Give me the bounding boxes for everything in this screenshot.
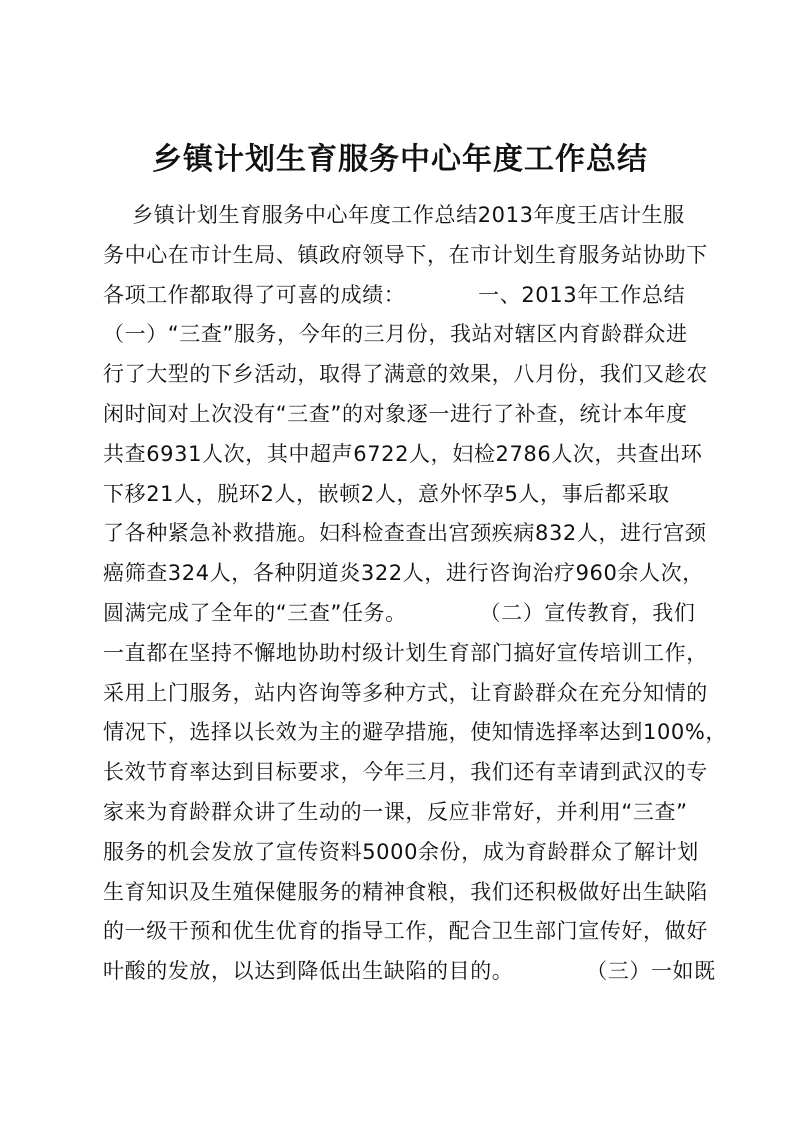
body-line: 了各种紧急补救措施。妇科检查查出宫颈疾病832人，进行宫颈: [103, 521, 707, 546]
body-line: 长效节育率达到目标要求，今年三月，我们还有幸请到武汉的专: [103, 760, 708, 785]
body-line: 各项工作都取得了可喜的成绩： 一、2013年工作总结: [103, 282, 686, 307]
body-line: 圆满完成了全年的“三查”任务。 （二）宣传教育，我们: [103, 600, 696, 625]
body-line: 癌筛查324人，各种阴道炎322人，进行咨询治疗960余人次，: [103, 561, 704, 586]
document-body: [103, 196, 728, 992]
body-line: 叶酸的发放，以达到降低出生缺陷的目的。 （三）一如既: [103, 959, 716, 984]
body-line: 生育知识及生殖保健服务的精神食粮，我们还积极做好出生缺陷: [103, 879, 708, 904]
body-line: 闲时间对上次没有“三查”的对象逐一进行了补查，统计本年度: [103, 401, 688, 426]
body-line: 服务的机会发放了宣传资料5000余份，成为育龄群众了解计划: [103, 839, 699, 864]
body-line: 行了大型的下乡活动，取得了满意的效果，八月份，我们又趁农: [103, 362, 708, 387]
body-line: 情况下，选择以长效为主的避孕措施，使知情选择率达到100%，: [103, 720, 728, 745]
document-title: 乡镇计划生育服务中心年度工作总结: [152, 142, 648, 177]
body-line: 乡镇计划生育服务中心年度工作总结2013年度王店计生服: [103, 203, 685, 227]
body-line: 务中心在市计生局、镇政府领导下，在市计划生育服务站协助下: [103, 242, 708, 267]
body-line: 共查6931人次，其中超声6722人，妇检2786人次，共查出环: [103, 441, 703, 466]
body-line: （一）“三查”服务，今年的三月份，我站对辖区内育龄群众进: [103, 322, 688, 347]
body-line: 的一级干预和优生优育的指导工作，配合卫生部门宣传好，做好: [103, 919, 708, 944]
body-line: 采用上门服务，站内咨询等多种方式，让育龄群众在充分知情的: [103, 680, 708, 705]
body-line: 一直都在坚持不懈地协助村级计划生育部门搞好宣传培训工作，: [103, 640, 708, 665]
body-line: 家来为育龄群众讲了生动的一课，反应非常好，并利用“三查”: [103, 799, 688, 824]
body-line: 下移21人，脱环2人，嵌顿2人，意外怀孕5人，事后都采取: [103, 481, 670, 506]
